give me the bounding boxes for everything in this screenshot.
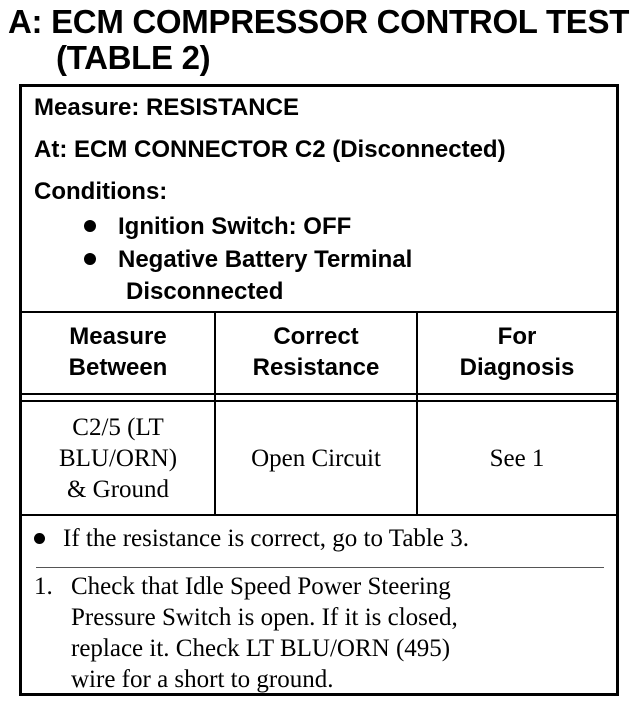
- divider: [22, 400, 616, 402]
- note-numbered-text: Check that Idle Speed Power Steering Pressure Switch is open. If it is closed, replace it. Check LT BLU/ORN (495) wire for a short to ground.: [71, 573, 458, 693]
- condition-text: Ignition Switch: OFF: [118, 213, 352, 240]
- bullet-icon: [34, 533, 45, 544]
- condition-text: Negative Battery Terminal: [118, 246, 413, 273]
- note-bullet: [34, 523, 469, 554]
- measure-line: Measure: RESISTANCE: [34, 94, 299, 121]
- column-header-for-diagnosis: For Diagnosis: [459, 323, 575, 381]
- page-title: [8, 4, 638, 76]
- note-number: 1.: [34, 573, 53, 600]
- title-line-2: (TABLE 2): [56, 39, 211, 76]
- condition-item-continued: [126, 278, 283, 306]
- condition-text: Disconnected: [126, 278, 284, 305]
- note-numbered: [34, 571, 604, 695]
- bullet-icon: [84, 220, 96, 232]
- table-cell-correct-resistance: Open Circuit: [251, 444, 381, 472]
- bullet-icon: [84, 253, 96, 265]
- test-header: [22, 87, 616, 312]
- condition-item: [84, 246, 412, 274]
- at-line: At: ECM CONNECTOR C2 (Disconnected): [34, 136, 506, 163]
- conditions-label: Conditions:: [34, 178, 168, 205]
- column-header-measure-between: Measure Between: [68, 323, 168, 381]
- condition-item: [84, 213, 351, 241]
- divider: [22, 514, 616, 516]
- divider: [36, 567, 604, 568]
- divider: [22, 393, 616, 395]
- title-line-1: A: ECM COMPRESSOR CONTROL TEST: [8, 3, 630, 40]
- note-bullet-text: If the resistance is correct, go to Table 3.: [63, 525, 469, 552]
- table-cell-for-diagnosis: See 1: [489, 444, 545, 472]
- column-header-correct-resistance: Correct Resistance: [252, 323, 380, 381]
- test-table-box: [19, 84, 619, 696]
- table-cell-measure-between: C2/5 (LT BLU/ORN) & Ground: [58, 413, 178, 503]
